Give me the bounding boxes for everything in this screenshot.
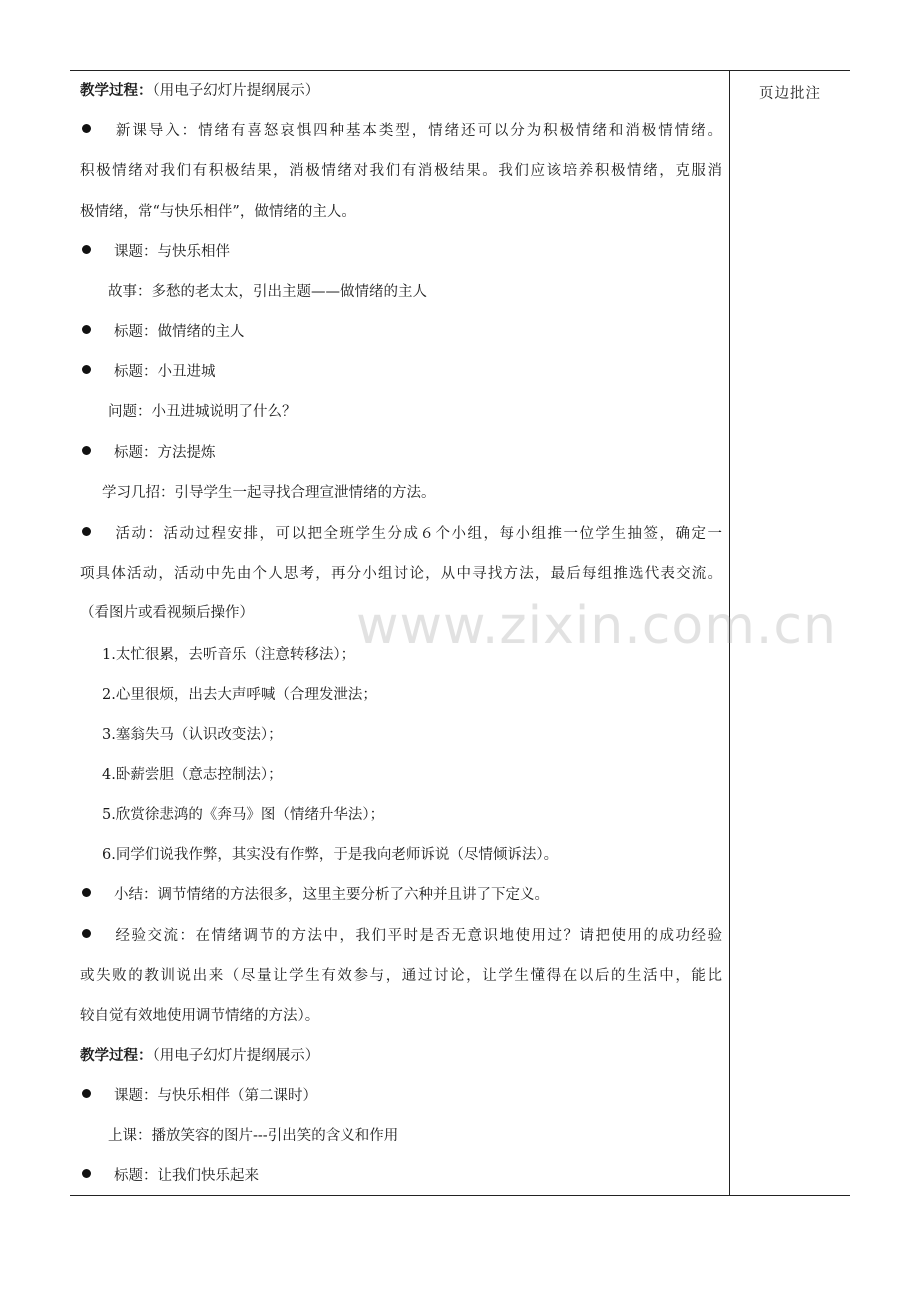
paragraph-line: 问题：小丑进城说明了什么？ <box>108 404 297 420</box>
list-item: 6.同学们说我作弊，其实没有作弊，于是我向老师诉说（尽情倾诉法）。 <box>102 847 559 863</box>
list-item: 经验交流：在情绪调节的方法中，我们平时是否无意识地使用过？请把使用的成功经验 <box>80 926 722 946</box>
watermark: www.zixin.com.cn <box>356 596 837 656</box>
list-item: 2.心里很烦，出去大声呼喊（合理发泄法； <box>102 687 377 703</box>
bullet-icon <box>82 325 91 334</box>
bullet-icon <box>82 124 91 133</box>
list-item: 标题：方法提炼 <box>80 443 722 463</box>
list-item: 1.太忙很累，去听音乐（注意转移法）； <box>102 647 356 663</box>
bullet-icon <box>82 888 91 897</box>
table-bottom-border <box>70 1195 850 1196</box>
list-item: 新课导入：情绪有喜怒哀惧四种基本类型，情绪还可以分为积极情绪和消极情情绪。 <box>80 121 722 141</box>
bullet-icon <box>82 527 91 536</box>
list-item: 标题：让我们快乐起来 <box>80 1166 722 1186</box>
list-item: 课题：与快乐相伴 <box>80 242 722 262</box>
bullet-icon <box>82 245 91 254</box>
list-item: 小结：调节情绪的方法很多，这里主要分析了六种并且讲了下定义。 <box>80 885 722 905</box>
section-heading: 教学过程：（用电子幻灯片提纲展示） <box>80 1047 320 1064</box>
list-item: 标题：小丑进城 <box>80 362 722 382</box>
list-item: 课题：与快乐相伴（第二课时） <box>80 1086 722 1106</box>
paragraph-line: 学习几招：引导学生一起寻找合理宣泄情绪的方法。 <box>102 485 436 501</box>
bullet-icon <box>82 446 91 455</box>
paragraph-line: 较自觉有效地使用调节情绪的方法）。 <box>80 1008 320 1024</box>
section-heading: 教学过程：（用电子幻灯片提纲展示） <box>80 82 320 99</box>
bullet-icon <box>82 929 91 938</box>
list-item: 4.卧薪尝胆（意志控制法）； <box>102 767 283 783</box>
paragraph-line: 极情绪，常“与快乐相伴”，做情绪的主人。 <box>80 204 356 220</box>
paragraph-line: 故事：多愁的老太太，引出主题——做情绪的主人 <box>108 284 427 300</box>
paragraph-line: 上课：播放笑容的图片---引出笑的含义和作用 <box>108 1128 399 1144</box>
margin-notes-header: 页边批注 <box>759 86 821 102</box>
list-item: 3.塞翁失马（认识改变法）； <box>102 727 283 743</box>
list-item: 标题：做情绪的主人 <box>80 322 722 342</box>
paragraph-line: 项具体活动，活动中先由个人思考，再分小组讨论，从中寻找方法，最后每组推选代表交流。 <box>80 566 722 582</box>
bullet-icon <box>82 365 91 374</box>
bullet-icon <box>82 1089 91 1098</box>
paragraph-line: （看图片或看视频后操作） <box>80 605 254 621</box>
paragraph-line: 积极情绪对我们有积极结果，消极情绪对我们有消极结果。我们应该培养积极情绪，克服消 <box>80 163 722 179</box>
list-item: 活动：活动过程安排，可以把全班学生分成６个小组，每小组推一位学生抽签，确定一 <box>80 524 722 544</box>
list-item: 5.欣赏徐悲鸿的《奔马》图（情绪升华法）； <box>102 807 385 823</box>
column-divider <box>729 70 730 1196</box>
paragraph-line: 或失败的教训说出来（尽量让学生有效参与，通过讨论，让学生懂得在以后的生活中，能比 <box>80 968 722 984</box>
table-top-border <box>70 70 850 71</box>
bullet-icon <box>82 1169 91 1178</box>
